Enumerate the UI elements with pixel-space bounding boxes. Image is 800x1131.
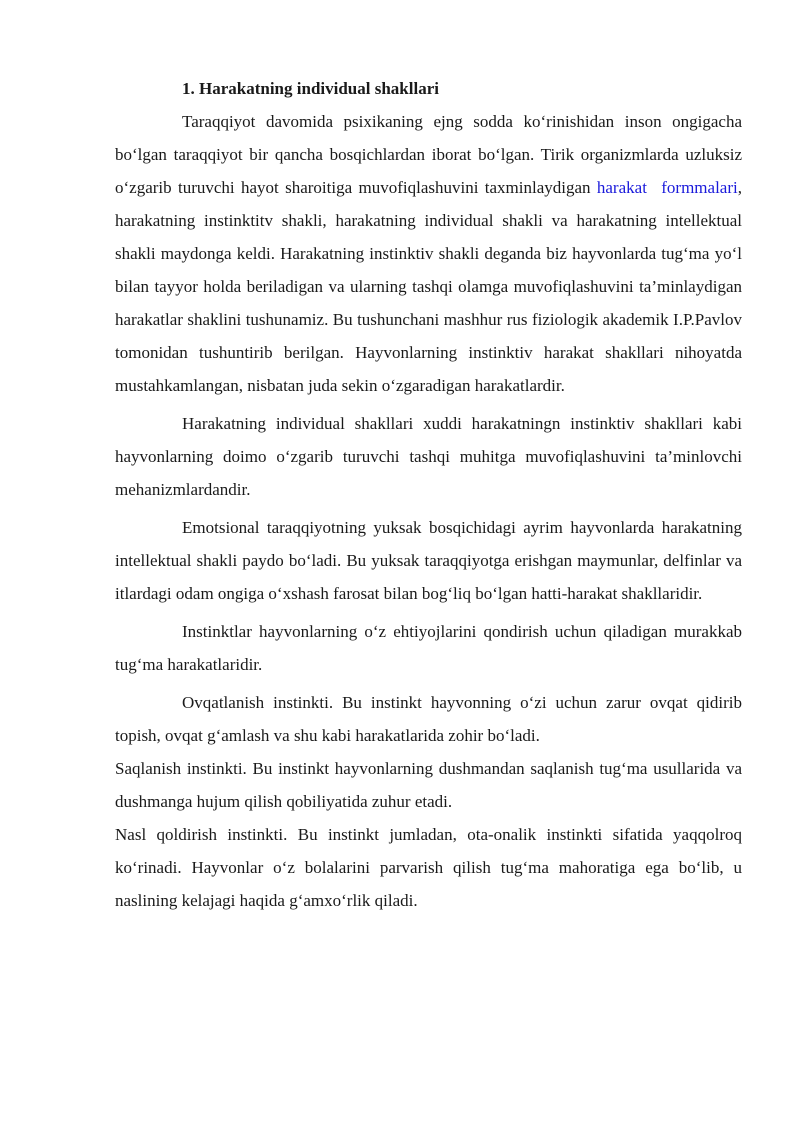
paragraph-1	[115, 105, 742, 402]
paragraph-2: Harakatning individual shakllari xuddi harakatningn instinktiv shakllari kabi hayvonlarning doimo o‘zgarib turuvchi tashqi muhitga muvofiqlashuvini ta’minlovchi mehanizmlardandir.	[115, 414, 742, 499]
reproduction-instinct-text: Nasl qoldirish instinkti. Bu instinkt jumladan, ota-onalik instinkti sifatida yaqqolroq ko‘rinadi. Hayvonlar o‘z bolalarini parvarish qilish tug‘ma mahoratiga ega bo‘lib, u naslining kelajagi haqida g‘amxo‘rlik qiladi.	[115, 825, 742, 910]
document-page	[115, 72, 742, 922]
paragraph-3: Emotsional taraqqiyotning yuksak bosqichidagi ayrim hayvonlarda harakatning intellektual shakli paydo bo‘ladi. Bu yuksak taraqqiyotga erishgan maymunlar, delfinlar va itlardagi odam ongiga o‘xshash farosat bilan bog‘liq bo‘lgan hatti-harakat shakllaridir.	[115, 518, 742, 603]
paragraph-1-text-start: Taraqqiyot davomida psixikaning ejng sodda ko‘rinishidan inson ongigacha bo‘lgan taraqqiyot bir qancha bosqichlardan iborat bo‘lgan. Tirik organizmlarda uzluksiz o‘zgarib turuvchi hayot sharoitiga muvofiqlashuvini taxminlaydigan	[115, 112, 742, 197]
harakat-formmalari-link[interactable]: harakat formmalari	[596, 178, 738, 197]
section-heading: 1. Harakatning individual shakllari	[182, 79, 439, 98]
paragraph-4: Instinktlar hayvonlarning o‘z ehtiyojlarini qondirish uchun qiladigan murakkab tug‘ma harakatlaridir.	[115, 622, 742, 674]
paragraph-1-text-end: , harakatning instinktitv shakli, harakatning individual shakli va harakatning intellektual shakli maydonga keldi. Harakatning instinktiv shakli deganda biz hayvonlarda tug‘ma yo‘l bilan tayyor holda beriladigan va ularning tashqi olamga muvofiqlashuvini ta’minlaydigan harakatlar shaklini tushunamiz. Bu tushunchani mashhur rus fiziologik akademik I.P.Pavlov tomonidan tushuntirib berilgan. Hayvonlarning instinktiv harakat shakllari nihoyatda mustahkamlangan, nisbatan juda sekin o‘zgaradigan harakatlardir.	[115, 178, 742, 395]
paragraph-5	[115, 686, 742, 917]
feeding-instinct-text: Ovqatlanish instinkti. Bu instinkt hayvonning o‘zi uchun zarur ovqat qidirib topish, ovqat g‘amlash va shu kabi harakatlarida zohir bo‘ladi.	[115, 693, 742, 745]
preservation-instinct-text: Saqlanish instinkti. Bu instinkt hayvonlarning dushmandan saqlanish tug‘ma usullarida va dushmanga hujum qilish qobiliyatida zuhur etadi.	[115, 759, 742, 811]
